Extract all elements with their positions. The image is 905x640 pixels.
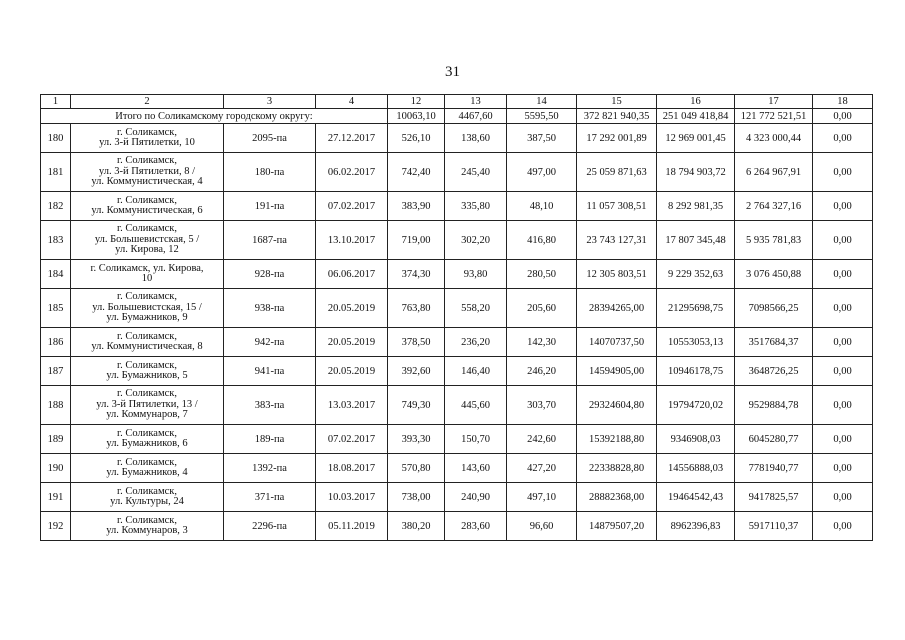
- total-cell: 10063,10: [388, 109, 445, 124]
- document-number-cell: 938-па: [224, 289, 316, 328]
- value-cell: 9529884,78: [735, 386, 813, 425]
- value-cell: 8 292 981,35: [657, 192, 735, 221]
- column-header: 13: [445, 95, 507, 109]
- date-cell: 20.05.2019: [316, 328, 388, 357]
- column-header: 16: [657, 95, 735, 109]
- date-cell: 18.08.2017: [316, 454, 388, 483]
- value-cell: 14070737,50: [577, 328, 657, 357]
- document-number-cell: 928-па: [224, 260, 316, 289]
- value-cell: 526,10: [388, 124, 445, 153]
- value-cell: 205,60: [507, 289, 577, 328]
- table-row: [41, 153, 873, 192]
- table-row: [41, 454, 873, 483]
- table-row: [41, 328, 873, 357]
- document-number-cell: 180-па: [224, 153, 316, 192]
- value-cell: 138,60: [445, 124, 507, 153]
- address-cell: [71, 512, 224, 541]
- value-cell: 12 969 001,45: [657, 124, 735, 153]
- address-line: г. Соликамск,: [117, 427, 177, 439]
- value-cell: 335,80: [445, 192, 507, 221]
- value-cell: 445,60: [445, 386, 507, 425]
- value-cell: 21295698,75: [657, 289, 735, 328]
- address-cell: [71, 221, 224, 260]
- total-cell: 4467,60: [445, 109, 507, 124]
- value-cell: 19794720,02: [657, 386, 735, 425]
- column-header: 17: [735, 95, 813, 109]
- value-cell: 0,00: [813, 260, 873, 289]
- value-cell: 0,00: [813, 512, 873, 541]
- document-number-cell: 189-па: [224, 425, 316, 454]
- address-line: г. Соликамск,: [117, 330, 177, 342]
- document-number-cell: 941-па: [224, 357, 316, 386]
- address-line: ул. 3-й Пятилетки, 8 /: [98, 165, 196, 177]
- value-cell: 749,30: [388, 386, 445, 425]
- address-line: г. Соликамск,: [117, 126, 177, 138]
- row-number-cell: 187: [41, 357, 71, 386]
- row-number-cell: 189: [41, 425, 71, 454]
- page-number: 31: [445, 64, 460, 80]
- row-number-cell: 192: [41, 512, 71, 541]
- value-cell: 3648726,25: [735, 357, 813, 386]
- total-row: [41, 109, 873, 124]
- total-cell: 0,00: [813, 109, 873, 124]
- table-row: [41, 357, 873, 386]
- document-number-cell: 371-па: [224, 483, 316, 512]
- value-cell: 0,00: [813, 328, 873, 357]
- address-line: ул. Коммунистическая, 8: [91, 341, 203, 352]
- value-cell: 9417825,57: [735, 483, 813, 512]
- value-cell: 22338828,80: [577, 454, 657, 483]
- date-cell: 20.05.2019: [316, 289, 388, 328]
- date-cell: 27.12.2017: [316, 124, 388, 153]
- row-number-cell: 186: [41, 328, 71, 357]
- document-number-cell: 191-па: [224, 192, 316, 221]
- address-line: г. Соликамск,: [117, 223, 177, 235]
- address-line: ул. Культуры, 24: [110, 496, 184, 507]
- value-cell: 427,20: [507, 454, 577, 483]
- total-cell: 5595,50: [507, 109, 577, 124]
- value-cell: 0,00: [813, 425, 873, 454]
- table-row: [41, 483, 873, 512]
- value-cell: 763,80: [388, 289, 445, 328]
- column-header: 1: [41, 95, 71, 109]
- value-cell: 14556888,03: [657, 454, 735, 483]
- address-line: ул. Коммунаров, 7: [106, 409, 188, 421]
- value-cell: 0,00: [813, 192, 873, 221]
- housing-registry-table: [40, 94, 873, 541]
- value-cell: 19464542,43: [657, 483, 735, 512]
- total-cell: 372 821 940,35: [577, 109, 657, 124]
- date-cell: 07.02.2017: [316, 425, 388, 454]
- value-cell: 48,10: [507, 192, 577, 221]
- value-cell: 0,00: [813, 483, 873, 512]
- value-cell: 393,30: [388, 425, 445, 454]
- address-line: ул. Коммунистическая, 4: [91, 176, 203, 188]
- address-line: г. Соликамск,: [117, 485, 177, 497]
- value-cell: 17 807 345,48: [657, 221, 735, 260]
- value-cell: 14879507,20: [577, 512, 657, 541]
- address-line: г. Соликамск,: [117, 359, 177, 371]
- value-cell: 6045280,77: [735, 425, 813, 454]
- address-line: ул. Бумажников, 4: [106, 467, 188, 478]
- address-cell: [71, 192, 224, 221]
- table-row: [41, 289, 873, 328]
- address-line: ул. Коммунистическая, 6: [91, 205, 203, 216]
- date-cell: 10.03.2017: [316, 483, 388, 512]
- value-cell: 374,30: [388, 260, 445, 289]
- total-cell: 251 049 418,84: [657, 109, 735, 124]
- document-number-cell: 1392-па: [224, 454, 316, 483]
- value-cell: 2 764 327,16: [735, 192, 813, 221]
- table-row: [41, 221, 873, 260]
- value-cell: 303,70: [507, 386, 577, 425]
- date-cell: 07.02.2017: [316, 192, 388, 221]
- value-cell: 738,00: [388, 483, 445, 512]
- document-number-cell: 942-па: [224, 328, 316, 357]
- value-cell: 7098566,25: [735, 289, 813, 328]
- column-number-header-row: [41, 95, 873, 109]
- document-number-cell: 1687-па: [224, 221, 316, 260]
- address-cell: [71, 328, 224, 357]
- value-cell: 5917110,37: [735, 512, 813, 541]
- column-header: 4: [316, 95, 388, 109]
- value-cell: 4 323 000,44: [735, 124, 813, 153]
- address-line: ул. Коммунаров, 3: [106, 525, 188, 536]
- value-cell: 96,60: [507, 512, 577, 541]
- value-cell: 150,70: [445, 425, 507, 454]
- address-cell: [71, 124, 224, 153]
- address-line: ул. Большевистская, 15 /: [92, 301, 202, 313]
- value-cell: 0,00: [813, 289, 873, 328]
- address-line: г. Соликамск,: [117, 388, 177, 400]
- value-cell: 0,00: [813, 386, 873, 425]
- address-line: 10: [141, 273, 153, 284]
- document-number-cell: 2296-па: [224, 512, 316, 541]
- row-number-cell: 191: [41, 483, 71, 512]
- value-cell: 378,50: [388, 328, 445, 357]
- address-line: г. Соликамск,: [117, 194, 177, 206]
- address-cell: [71, 357, 224, 386]
- address-cell: [71, 425, 224, 454]
- value-cell: 497,10: [507, 483, 577, 512]
- value-cell: 497,00: [507, 153, 577, 192]
- table-row: [41, 386, 873, 425]
- date-cell: 13.03.2017: [316, 386, 388, 425]
- row-number-cell: 188: [41, 386, 71, 425]
- row-number-cell: 181: [41, 153, 71, 192]
- value-cell: 242,60: [507, 425, 577, 454]
- address-line: ул. Бумажников, 9: [106, 312, 188, 324]
- value-cell: 3517684,37: [735, 328, 813, 357]
- row-number-cell: 190: [41, 454, 71, 483]
- value-cell: 0,00: [813, 153, 873, 192]
- table-row: [41, 124, 873, 153]
- address-line: г. Соликамск,: [117, 456, 177, 468]
- value-cell: 17 292 001,89: [577, 124, 657, 153]
- value-cell: 29324604,80: [577, 386, 657, 425]
- value-cell: 240,90: [445, 483, 507, 512]
- value-cell: 25 059 871,63: [577, 153, 657, 192]
- value-cell: 11 057 308,51: [577, 192, 657, 221]
- table-row: [41, 512, 873, 541]
- value-cell: 18 794 903,72: [657, 153, 735, 192]
- document-number-cell: 2095-па: [224, 124, 316, 153]
- row-number-cell: 183: [41, 221, 71, 260]
- address-line: г. Соликамск,: [117, 291, 177, 303]
- column-header: 2: [71, 95, 224, 109]
- value-cell: 742,40: [388, 153, 445, 192]
- value-cell: 380,20: [388, 512, 445, 541]
- value-cell: 0,00: [813, 221, 873, 260]
- date-cell: 05.11.2019: [316, 512, 388, 541]
- address-line: г. Соликамск,: [117, 155, 177, 167]
- table-row: [41, 425, 873, 454]
- value-cell: 383,90: [388, 192, 445, 221]
- value-cell: 0,00: [813, 454, 873, 483]
- value-cell: 416,80: [507, 221, 577, 260]
- value-cell: 558,20: [445, 289, 507, 328]
- value-cell: 28882368,00: [577, 483, 657, 512]
- value-cell: 93,80: [445, 260, 507, 289]
- address-line: ул. Большевистская, 5 /: [94, 233, 200, 245]
- value-cell: 12 305 803,51: [577, 260, 657, 289]
- value-cell: 0,00: [813, 124, 873, 153]
- address-cell: [71, 260, 224, 289]
- document-number-cell: 383-па: [224, 386, 316, 425]
- value-cell: 23 743 127,31: [577, 221, 657, 260]
- date-cell: 20.05.2019: [316, 357, 388, 386]
- value-cell: 719,00: [388, 221, 445, 260]
- value-cell: 14594905,00: [577, 357, 657, 386]
- address-line: ул. Кирова, 12: [115, 244, 179, 256]
- value-cell: 246,20: [507, 357, 577, 386]
- row-number-cell: 182: [41, 192, 71, 221]
- address-cell: [71, 483, 224, 512]
- address-cell: [71, 153, 224, 192]
- value-cell: 28394265,00: [577, 289, 657, 328]
- table-row: [41, 192, 873, 221]
- value-cell: 245,40: [445, 153, 507, 192]
- value-cell: 143,60: [445, 454, 507, 483]
- address-line: г. Соликамск, ул. Кирова,: [90, 262, 204, 274]
- value-cell: 387,50: [507, 124, 577, 153]
- address-line: ул. 3-й Пятилетки, 10: [99, 137, 195, 148]
- value-cell: 0,00: [813, 357, 873, 386]
- value-cell: 570,80: [388, 454, 445, 483]
- address-line: ул. Бумажников, 5: [106, 370, 188, 381]
- total-label: Итого по Соликамскому городскому округу:: [41, 109, 388, 124]
- value-cell: 3 076 450,88: [735, 260, 813, 289]
- value-cell: 9346908,03: [657, 425, 735, 454]
- row-number-cell: 184: [41, 260, 71, 289]
- value-cell: 146,40: [445, 357, 507, 386]
- value-cell: 7781940,77: [735, 454, 813, 483]
- total-cell: 121 772 521,51: [735, 109, 813, 124]
- value-cell: 392,60: [388, 357, 445, 386]
- address-line: ул. Бумажников, 6: [106, 438, 188, 449]
- date-cell: 13.10.2017: [316, 221, 388, 260]
- value-cell: 6 264 967,91: [735, 153, 813, 192]
- value-cell: 5 935 781,83: [735, 221, 813, 260]
- date-cell: 06.02.2017: [316, 153, 388, 192]
- value-cell: 283,60: [445, 512, 507, 541]
- date-cell: 06.06.2017: [316, 260, 388, 289]
- address-line: ул. 3-й Пятилетки, 13 /: [96, 398, 198, 410]
- value-cell: 10946178,75: [657, 357, 735, 386]
- value-cell: 9 229 352,63: [657, 260, 735, 289]
- value-cell: 236,20: [445, 328, 507, 357]
- column-header: 3: [224, 95, 316, 109]
- value-cell: 142,30: [507, 328, 577, 357]
- column-header: 15: [577, 95, 657, 109]
- table-row: [41, 260, 873, 289]
- value-cell: 302,20: [445, 221, 507, 260]
- address-line: г. Соликамск,: [117, 514, 177, 526]
- address-cell: [71, 289, 224, 328]
- column-header: 14: [507, 95, 577, 109]
- value-cell: 280,50: [507, 260, 577, 289]
- row-number-cell: 185: [41, 289, 71, 328]
- address-cell: [71, 454, 224, 483]
- value-cell: 10553053,13: [657, 328, 735, 357]
- address-cell: [71, 386, 224, 425]
- column-header: 18: [813, 95, 873, 109]
- column-header: 12: [388, 95, 445, 109]
- value-cell: 8962396,83: [657, 512, 735, 541]
- value-cell: 15392188,80: [577, 425, 657, 454]
- row-number-cell: 180: [41, 124, 71, 153]
